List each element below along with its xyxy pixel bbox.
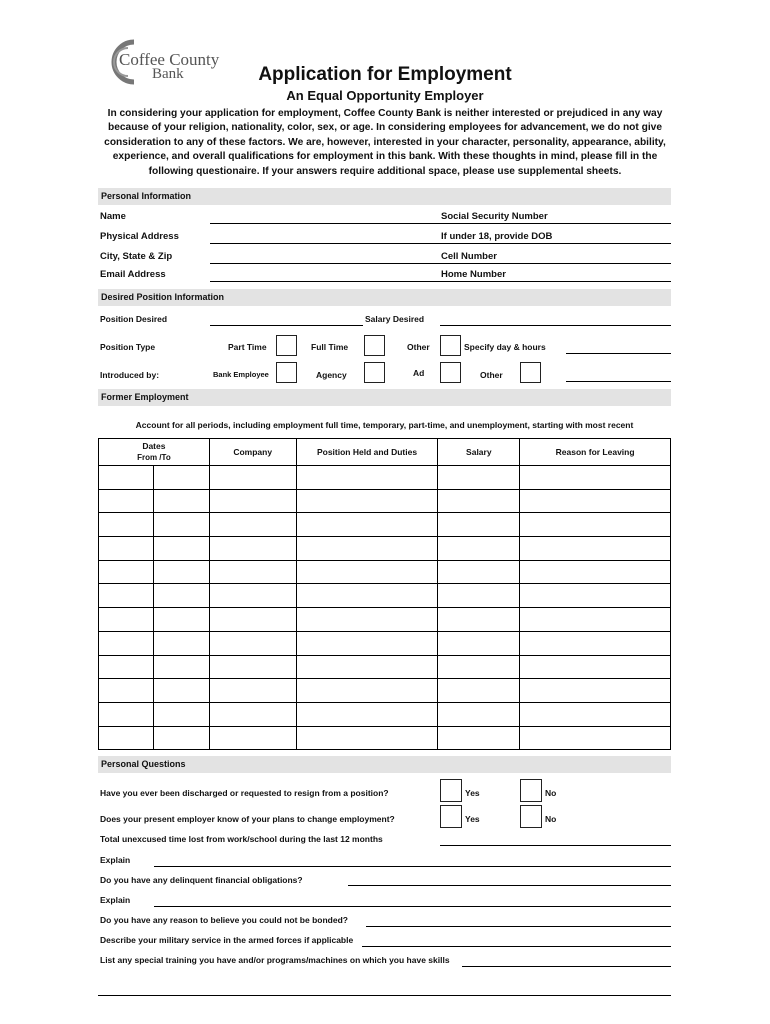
reason-cell[interactable] xyxy=(520,584,671,608)
email-field[interactable] xyxy=(210,281,671,282)
q-training: List any special training you have and/or programs/machines on which you have skills xyxy=(100,955,450,965)
employment-table xyxy=(98,438,671,750)
former-employment-note: Account for all periods, including employment full time, temporary, part-time, and unemployment, starting with most recent xyxy=(135,420,634,430)
discharged-yes-checkbox[interactable] xyxy=(440,779,462,802)
employer-knows-yes-label: Yes xyxy=(465,814,480,824)
position-cell[interactable] xyxy=(296,560,438,584)
former-employment-header: Former Employment xyxy=(98,389,671,406)
training-field[interactable] xyxy=(462,966,671,967)
from-cell[interactable] xyxy=(99,702,154,726)
position-cell[interactable] xyxy=(296,608,438,632)
from-cell[interactable] xyxy=(99,537,154,561)
salary-cell[interactable] xyxy=(438,584,520,608)
company-cell[interactable] xyxy=(209,537,296,561)
name-field[interactable] xyxy=(210,223,671,224)
to-cell[interactable] xyxy=(153,489,209,513)
bank-employee-checkbox[interactable] xyxy=(276,362,297,383)
table-row xyxy=(99,537,671,561)
reason-cell[interactable] xyxy=(520,489,671,513)
salary-desired-field[interactable] xyxy=(440,325,671,326)
salary-desired-label: Salary Desired xyxy=(365,314,425,324)
logo-bank: Bank xyxy=(152,66,184,82)
employment-table-header-row xyxy=(99,439,671,466)
reason-cell[interactable] xyxy=(520,466,671,490)
reason-cell[interactable] xyxy=(520,608,671,632)
specify-hours-label: Specify day & hours xyxy=(464,342,546,352)
salary-cell[interactable] xyxy=(438,560,520,584)
table-row xyxy=(99,489,671,513)
explain-field-1[interactable] xyxy=(154,866,671,867)
from-cell[interactable] xyxy=(99,560,154,584)
to-cell[interactable] xyxy=(153,513,209,537)
from-cell[interactable] xyxy=(99,489,154,513)
personal-questions-header: Personal Questions xyxy=(98,756,671,773)
bonded-field[interactable] xyxy=(366,926,671,927)
specify-hours-field[interactable] xyxy=(566,353,671,354)
to-cell[interactable] xyxy=(153,584,209,608)
position-cell[interactable] xyxy=(296,537,438,561)
time-lost-field[interactable] xyxy=(440,845,671,846)
table-row xyxy=(99,584,671,608)
email-label: Email Address xyxy=(100,269,166,280)
agency-label: Agency xyxy=(316,370,347,380)
salary-cell[interactable] xyxy=(438,726,520,750)
reason-cell[interactable] xyxy=(520,537,671,561)
ad-checkbox[interactable] xyxy=(440,362,461,383)
salary-cell[interactable] xyxy=(438,631,520,655)
agency-checkbox[interactable] xyxy=(364,362,385,383)
page-subtitle: An Equal Opportunity Employer xyxy=(286,88,484,103)
table-row xyxy=(99,726,671,750)
from-cell[interactable] xyxy=(99,466,154,490)
dob-label: If under 18, provide DOB xyxy=(441,231,553,242)
from-cell[interactable] xyxy=(99,513,154,537)
other-type-label: Other xyxy=(407,342,430,352)
position-info-header: Desired Position Information xyxy=(98,289,671,306)
part-time-checkbox[interactable] xyxy=(276,335,297,356)
q-military: Describe your military service in the armed forces if applicable xyxy=(100,935,354,945)
salary-cell[interactable] xyxy=(438,655,520,679)
reason-cell[interactable] xyxy=(520,513,671,537)
discharged-no-checkbox[interactable] xyxy=(520,779,542,802)
city-field[interactable] xyxy=(210,263,671,264)
table-row xyxy=(99,560,671,584)
training-field-continued[interactable] xyxy=(98,995,671,996)
salary-cell[interactable] xyxy=(438,608,520,632)
position-column-header: Position Held and Duties xyxy=(296,439,438,466)
company-column-header: Company xyxy=(209,439,296,466)
employer-knows-yes-checkbox[interactable] xyxy=(440,805,462,828)
other-intro-checkbox[interactable] xyxy=(520,362,541,383)
employer-knows-no-checkbox[interactable] xyxy=(520,805,542,828)
personal-info-header: Personal Information xyxy=(98,188,671,205)
position-cell[interactable] xyxy=(296,489,438,513)
from-cell[interactable] xyxy=(99,726,154,750)
discharged-yes-label: Yes xyxy=(465,788,480,798)
full-time-label: Full Time xyxy=(311,342,349,352)
other-type-checkbox[interactable] xyxy=(440,335,461,356)
explain-label-2: Explain xyxy=(100,895,131,905)
other-intro-field[interactable] xyxy=(566,381,671,382)
explain-label-1: Explain xyxy=(100,855,131,865)
position-type-label: Position Type xyxy=(100,342,156,352)
ad-label: Ad xyxy=(413,368,425,378)
salary-cell[interactable] xyxy=(438,513,520,537)
q-discharged: Have you ever been discharged or requested to resign from a position? xyxy=(100,788,389,798)
reason-cell[interactable] xyxy=(520,679,671,703)
company-cell[interactable] xyxy=(209,679,296,703)
city-label: City, State & Zip xyxy=(100,251,173,262)
position-cell[interactable] xyxy=(296,631,438,655)
q-bonded: Do you have any reason to believe you could not be bonded? xyxy=(100,915,348,925)
logo-name: Coffee County xyxy=(119,50,220,69)
ssn-label: Social Security Number xyxy=(441,211,548,222)
salary-cell[interactable] xyxy=(438,679,520,703)
q-employer-knows: Does your present employer know of your plans to change employment? xyxy=(100,814,395,824)
position-desired-field[interactable] xyxy=(210,325,363,326)
company-cell[interactable] xyxy=(209,489,296,513)
table-row xyxy=(99,679,671,703)
position-cell[interactable] xyxy=(296,466,438,490)
reason-cell[interactable] xyxy=(520,702,671,726)
bank-employee-label: Bank Employee xyxy=(213,370,269,379)
table-row xyxy=(99,702,671,726)
other-intro-label: Other xyxy=(480,370,503,380)
address-label: Physical Address xyxy=(100,231,179,242)
position-cell[interactable] xyxy=(296,584,438,608)
to-cell[interactable] xyxy=(153,702,209,726)
from-cell[interactable] xyxy=(99,631,154,655)
reason-cell[interactable] xyxy=(520,655,671,679)
page-title: Application for Employment xyxy=(258,64,512,85)
discharged-no-label: No xyxy=(545,788,557,798)
cell-label: Cell Number xyxy=(441,251,497,262)
to-cell[interactable] xyxy=(153,466,209,490)
military-field[interactable] xyxy=(362,946,671,947)
position-cell[interactable] xyxy=(296,513,438,537)
company-cell[interactable] xyxy=(209,655,296,679)
q-delinquent: Do you have any delinquent financial obligations? xyxy=(100,875,303,885)
company-cell[interactable] xyxy=(209,702,296,726)
table-row xyxy=(99,631,671,655)
from-cell[interactable] xyxy=(99,584,154,608)
to-cell[interactable] xyxy=(153,726,209,750)
employer-knows-no-label: No xyxy=(545,814,557,824)
company-cell[interactable] xyxy=(209,560,296,584)
explain-field-2[interactable] xyxy=(154,906,671,907)
company-cell[interactable] xyxy=(209,513,296,537)
salary-cell[interactable] xyxy=(438,702,520,726)
dates-column-header xyxy=(99,439,210,466)
address-field[interactable] xyxy=(210,243,671,244)
to-cell[interactable] xyxy=(153,655,209,679)
home-label: Home Number xyxy=(441,269,506,280)
full-time-checkbox[interactable] xyxy=(364,335,385,356)
company-cell[interactable] xyxy=(209,726,296,750)
salary-cell[interactable] xyxy=(438,489,520,513)
intro-paragraph: In considering your application for employment, Coffee County Bank is neither interested or prejudiced in any way because of your religion, nationality, color, sex, or age. In considering employees for advancement, we do not give consideration to any of these factors. We are, however, interested in your character, personality, appearance, ability, experience, and overall qualifications for employment in this bank. With these thoughts in mind, please fill in the following questionaire. If your answers require additional space, please use supplemental sheets. xyxy=(104,108,666,177)
position-cell[interactable] xyxy=(296,655,438,679)
introduced-by-label: Introduced by: xyxy=(100,370,160,380)
company-cell[interactable] xyxy=(209,466,296,490)
to-cell[interactable] xyxy=(153,679,209,703)
to-cell[interactable] xyxy=(153,560,209,584)
position-cell[interactable] xyxy=(296,702,438,726)
dates-label: Dates xyxy=(142,441,166,451)
reason-cell[interactable] xyxy=(520,631,671,655)
reason-cell[interactable] xyxy=(520,560,671,584)
name-label: Name xyxy=(100,211,126,222)
salary-column-header: Salary xyxy=(438,439,520,466)
to-cell[interactable] xyxy=(153,608,209,632)
salary-cell[interactable] xyxy=(438,466,520,490)
table-row xyxy=(99,466,671,490)
to-cell[interactable] xyxy=(153,631,209,655)
position-cell[interactable] xyxy=(296,726,438,750)
company-cell[interactable] xyxy=(209,631,296,655)
from-cell[interactable] xyxy=(99,608,154,632)
salary-cell[interactable] xyxy=(438,537,520,561)
part-time-label: Part Time xyxy=(228,342,267,352)
from-cell[interactable] xyxy=(99,655,154,679)
company-cell[interactable] xyxy=(209,608,296,632)
company-cell[interactable] xyxy=(209,584,296,608)
to-cell[interactable] xyxy=(153,537,209,561)
from-to-label: From /To xyxy=(137,453,171,462)
table-row xyxy=(99,608,671,632)
reason-cell[interactable] xyxy=(520,726,671,750)
table-row xyxy=(99,655,671,679)
position-cell[interactable] xyxy=(296,679,438,703)
delinquent-field[interactable] xyxy=(348,885,671,886)
table-row xyxy=(99,513,671,537)
reason-column-header: Reason for Leaving xyxy=(520,439,671,466)
position-desired-label: Position Desired xyxy=(100,314,168,324)
from-cell[interactable] xyxy=(99,679,154,703)
q-time-lost: Total unexcused time lost from work/school during the last 12 months xyxy=(100,834,383,844)
